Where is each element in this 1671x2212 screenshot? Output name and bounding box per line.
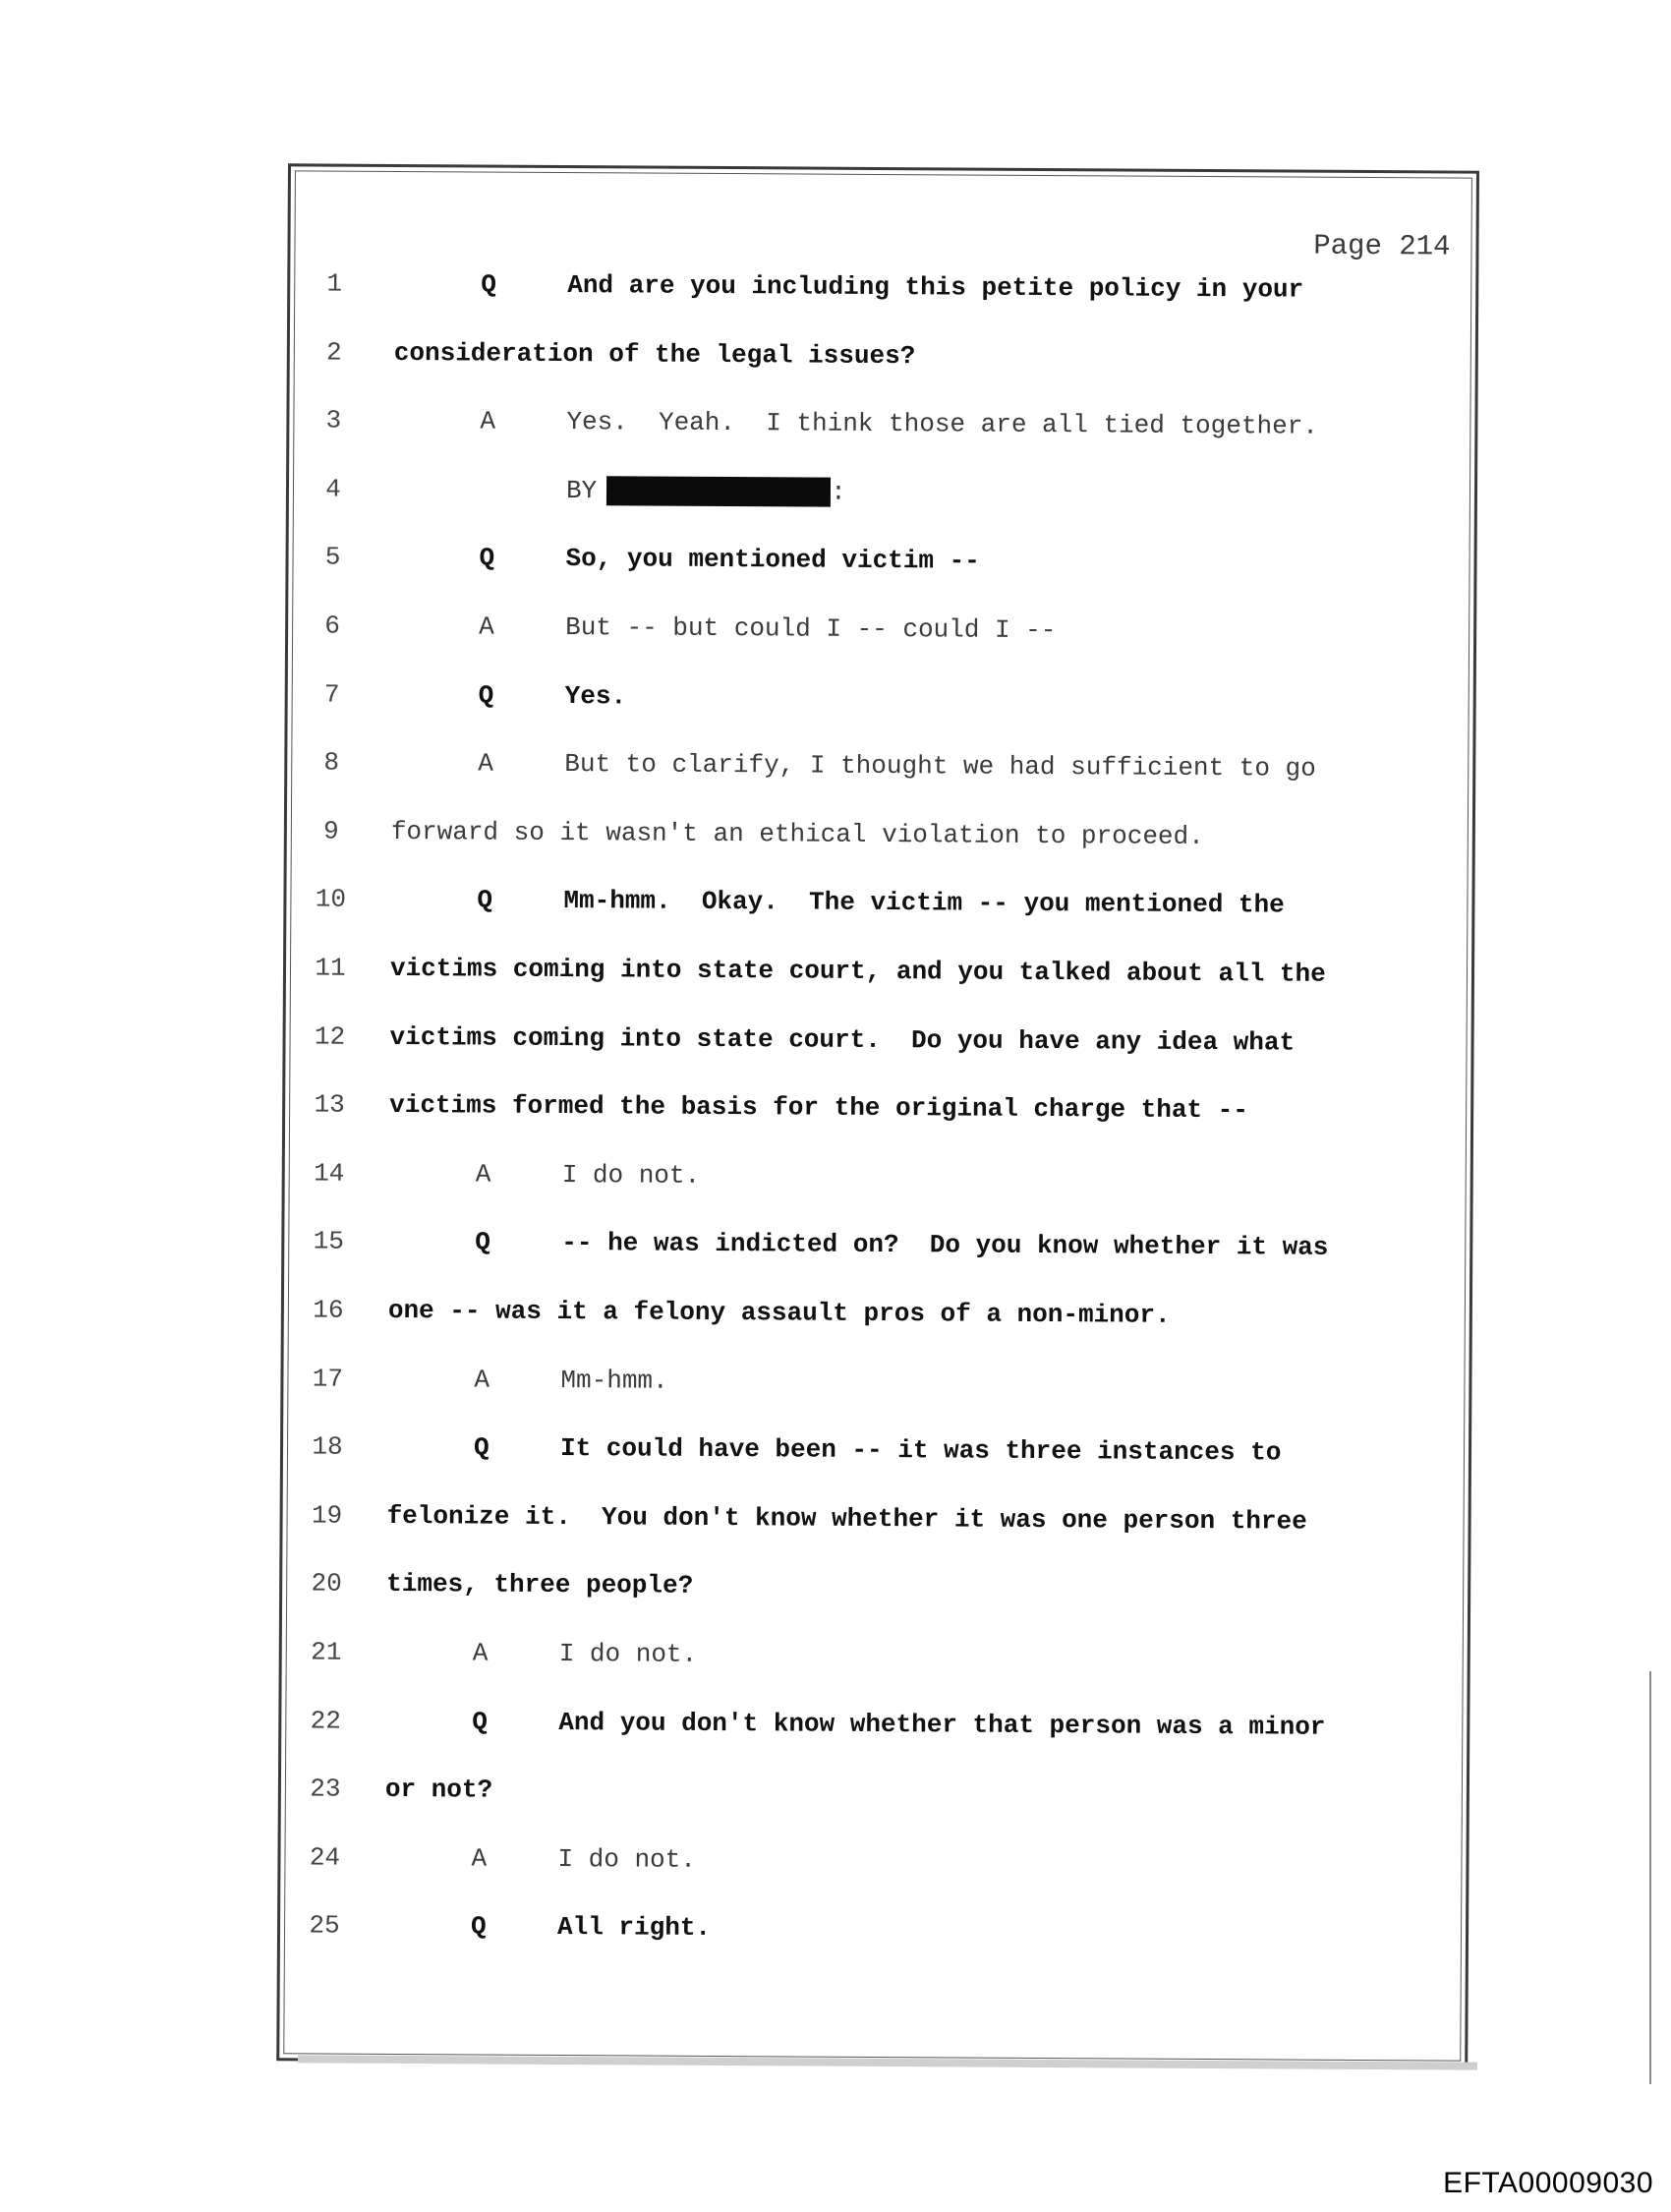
question-text: So, you mentioned victim --: [565, 544, 980, 576]
transcript-line: [288, 543, 1473, 589]
answer-text: Mm-hmm.: [560, 1365, 668, 1396]
answer-marker: A: [480, 406, 496, 437]
question-text: Yes.: [564, 680, 627, 712]
line-number: 4: [325, 474, 341, 504]
transcript-line: [285, 1158, 1470, 1204]
examiner-by-label: BY: [565, 475, 598, 506]
question-text-continued: victims coming into state court. Do you have any idea what: [389, 1021, 1296, 1058]
question-text: And are you including this petite policy in your: [567, 270, 1304, 305]
question-text: Mm-hmm. Okay. The victim -- you mentioned the: [563, 886, 1285, 920]
examiner-line: [566, 476, 846, 507]
line-number: 19: [311, 1500, 343, 1531]
transcript-line: [288, 679, 1473, 726]
transcript-line: [282, 1637, 1468, 1683]
answer-marker: A: [474, 1365, 490, 1395]
answer-text: Yes. Yeah. I think those are all tied together.: [566, 407, 1319, 441]
page-number: Page 214: [1313, 229, 1451, 263]
question-marker: Q: [479, 543, 495, 573]
line-number: 9: [322, 816, 339, 846]
answer-text: I do not.: [557, 1843, 697, 1875]
transcript-line: [287, 816, 1472, 862]
examiner-colon: :: [831, 477, 846, 507]
line-number: 5: [324, 542, 341, 573]
question-text-continued: victims coming into state court, and you talked about all the: [389, 953, 1326, 989]
transcript-line: [281, 1706, 1467, 1752]
line-number: 20: [311, 1568, 342, 1600]
transcript-line: [289, 474, 1474, 520]
question-text-continued: felonize it. You don't know whether it was one person three: [386, 1500, 1307, 1537]
line-number: 7: [323, 679, 340, 710]
line-number: 17: [312, 1364, 344, 1394]
transcript-line: [282, 1569, 1468, 1615]
line-number: 24: [309, 1842, 341, 1873]
transcript-line: [286, 885, 1471, 931]
question-text-continued: consideration of the legal issues?: [393, 337, 916, 371]
line-number: 11: [315, 953, 346, 983]
line-number: 3: [325, 405, 342, 436]
transcript-line: [283, 1364, 1469, 1410]
transcript-line: [280, 1911, 1466, 1957]
answer-marker: A: [471, 1843, 488, 1874]
line-number: 18: [312, 1431, 343, 1462]
answer-text: I do not.: [561, 1159, 701, 1191]
line-number: 8: [323, 747, 340, 778]
answer-text: I do not.: [558, 1639, 698, 1669]
answer-marker: A: [475, 1159, 491, 1190]
line-number: 6: [324, 611, 341, 641]
transcript-line: [290, 337, 1475, 383]
transcript-line: [287, 747, 1472, 793]
transcript-line: [285, 1021, 1470, 1068]
line-number: 16: [313, 1295, 344, 1325]
line-number: 14: [314, 1158, 345, 1189]
transcript-lines: [279, 166, 1476, 2065]
question-marker: Q: [472, 1707, 489, 1737]
answer-text: But -- but could I -- could I --: [565, 612, 1057, 646]
answer-marker: A: [472, 1638, 489, 1668]
transcript-line: [281, 1774, 1467, 1820]
question-marker: Q: [470, 1911, 487, 1942]
scan-edge-mark: [1649, 1671, 1651, 2084]
transcript-page: [276, 163, 1479, 2067]
line-number: 13: [314, 1089, 345, 1120]
question-text-continued: or not?: [384, 1775, 493, 1805]
transcript-line: [289, 405, 1474, 451]
question-text-continued: one -- was it a felony assault pros of a non-minor.: [387, 1295, 1171, 1330]
line-number: 2: [325, 337, 342, 368]
transcript-line: [290, 268, 1475, 315]
line-number: 1: [326, 268, 343, 299]
question-marker: Q: [473, 1432, 490, 1463]
document-id: EFTA00009030: [1443, 2167, 1653, 2199]
redaction-block: [606, 476, 831, 506]
answer-text-continued: forward so it wasn't an ethical violation to proceed.: [390, 816, 1204, 851]
question-text: -- he was indicted on? Do you know whether it was: [561, 1228, 1329, 1263]
line-number: 10: [315, 884, 347, 915]
answer-text: But to clarify, I thought we had sufficient to go: [564, 749, 1316, 784]
answer-marker: A: [478, 748, 493, 779]
question-text: It could have been -- it was three instances to: [559, 1433, 1282, 1468]
question-text: All right.: [556, 1912, 712, 1944]
question-marker: Q: [477, 885, 493, 915]
transcript-line: [283, 1431, 1469, 1478]
transcript-line: [284, 1295, 1469, 1341]
transcript-line: [280, 1842, 1466, 1889]
question-text-continued: times, three people?: [386, 1569, 694, 1601]
question-marker: Q: [475, 1227, 491, 1257]
transcript-line: [285, 1089, 1470, 1135]
line-number: 25: [309, 1910, 340, 1942]
transcript-line: [282, 1500, 1468, 1546]
line-number: 22: [310, 1706, 342, 1736]
line-number: 21: [311, 1637, 342, 1667]
transcript-line: [288, 611, 1473, 657]
line-number: 15: [313, 1226, 345, 1257]
question-text-continued: victims formed the basis for the original charge that --: [389, 1090, 1248, 1126]
line-number: 12: [314, 1021, 346, 1052]
transcript-line: [284, 1227, 1469, 1273]
question-marker: Q: [478, 680, 494, 711]
question-text: And you don't know whether that person was a minor: [558, 1707, 1326, 1742]
line-number: 23: [310, 1774, 341, 1804]
transcript-line: [286, 953, 1471, 999]
answer-marker: A: [479, 611, 494, 642]
question-marker: Q: [481, 269, 496, 300]
